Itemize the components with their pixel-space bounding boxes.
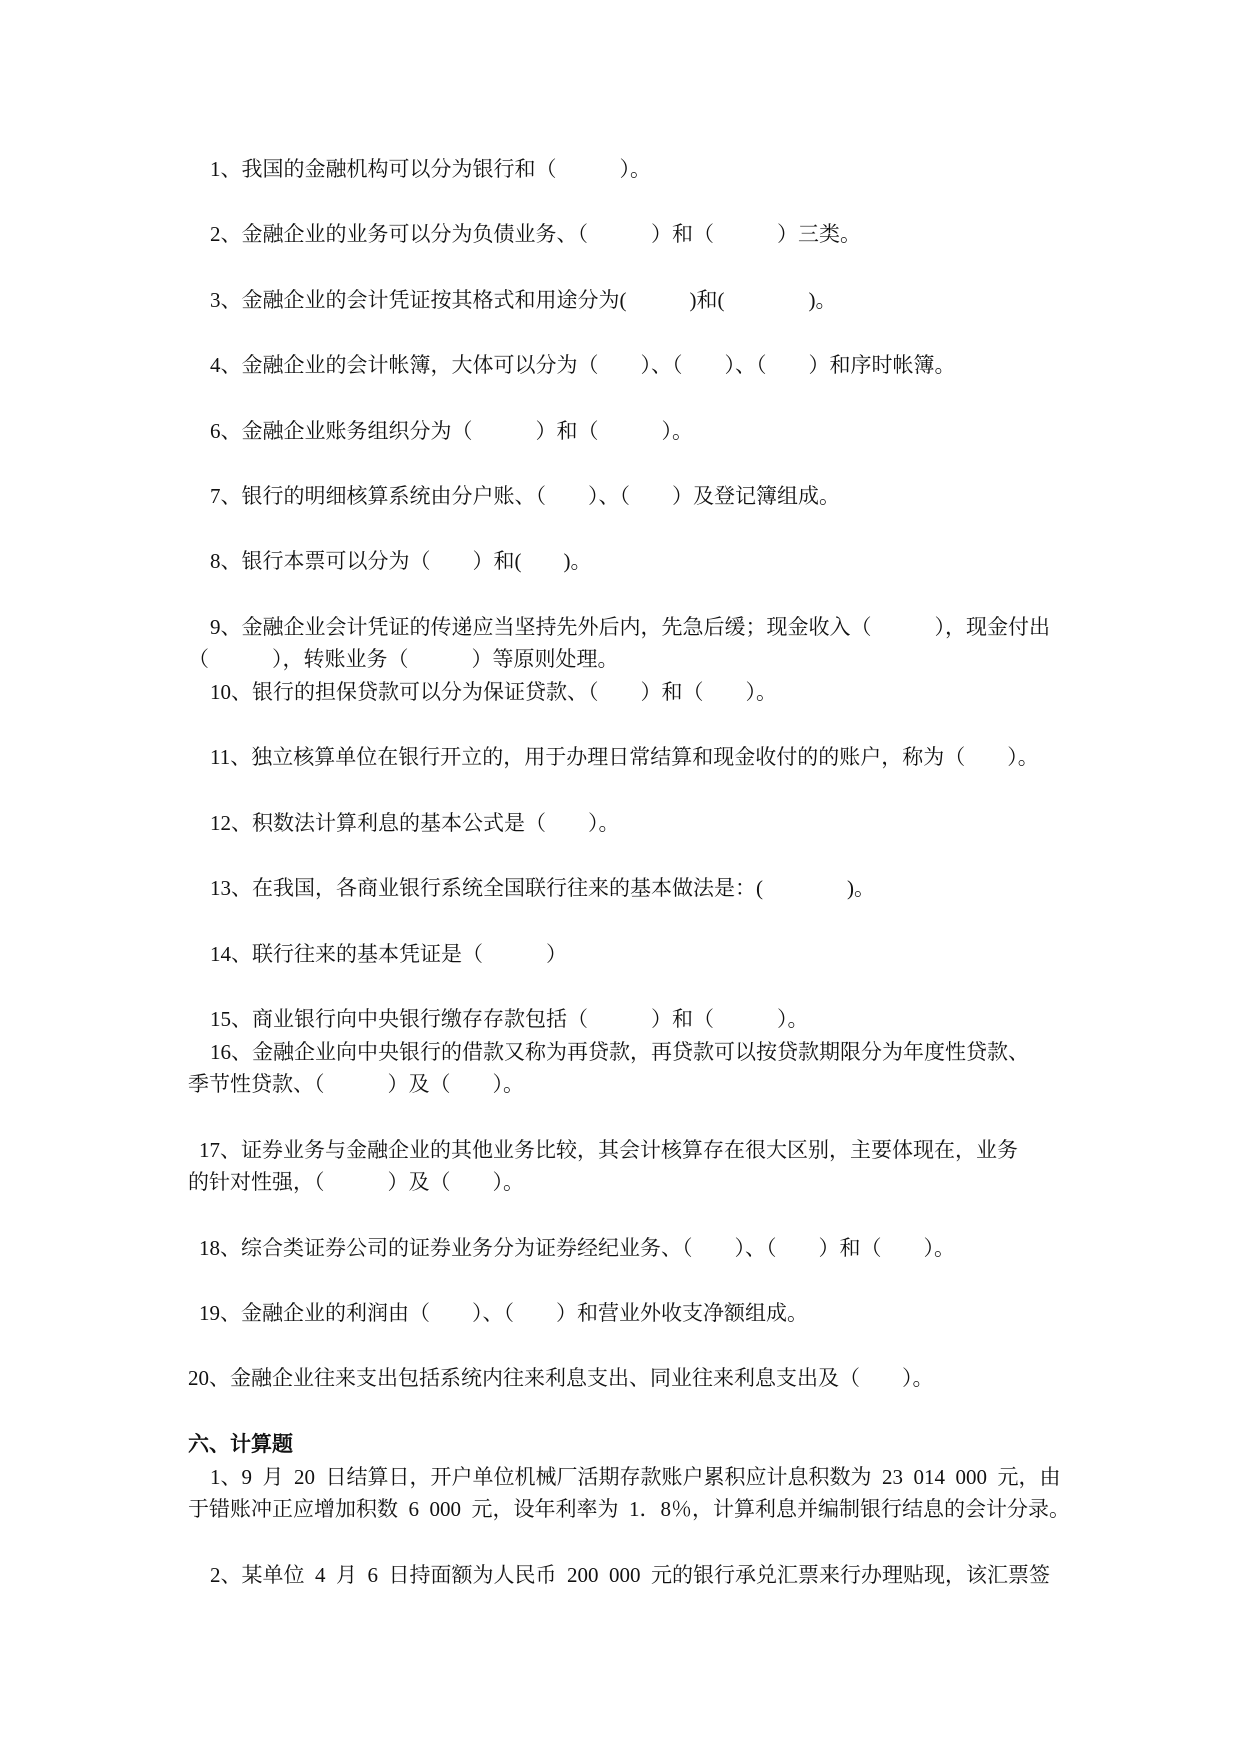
calculation-question-1-line-2: 于错账冲正应增加积数 6 000 元，设年利率为 1．8％，计算利息并编制银行结息的会计分录。: [188, 1497, 1070, 1522]
calculation-section: [0, 1428, 1241, 1591]
fill-in-blank-section: [0, 153, 1241, 1395]
question-14: 14、联行往来的基本凭证是（ ）: [210, 941, 567, 966]
question-4: 4、金融企业的会计帐簿，大体可以分为（ ）、（ ）、（ ）和序时帐簿。: [210, 353, 956, 378]
section-heading: 六、计算题: [188, 1431, 293, 1456]
question-8: 8、银行本票可以分为（ ）和( )。: [210, 549, 592, 574]
question-13: 13、在我国，各商业银行系统全国联行往来的基本做法是：( )。: [210, 876, 875, 901]
question-6: 6、金融企业账务组织分为（ ）和（ ）。: [210, 418, 693, 443]
question-17-line-2: 的针对性强，（ ）及（ ）。: [188, 1170, 524, 1195]
question-1: 1、我国的金融机构可以分为银行和（ ）。: [210, 157, 651, 181]
question-2: 2、金融企业的业务可以分为负债业务、（ ）和（ ）三类。: [210, 222, 861, 247]
question-16-line-2: 季节性贷款、（ ）及（ ）。: [188, 1072, 524, 1097]
calculation-question-1-line-1: 1、9 月 20 日结算日，开户单位机械厂活期存款账户累积应计息积数为 23 014 000 元，由: [210, 1464, 1061, 1489]
question-15: 15、商业银行向中央银行缴存存款包括（ ）和（ ）。: [210, 1006, 809, 1031]
question-7: 7、银行的明细核算系统由分户账、（ ）、（ ）及登记簿组成。: [210, 483, 840, 508]
calculation-question-2-line-1: 2、某单位 4 月 6 日持面额为人民币 200 000 元的银行承兑汇票来行办理贴现，该汇票签: [210, 1562, 1050, 1587]
question-20: 20、金融企业往来支出包括系统内往来利息支出、同业往来利息支出及（ ）。: [188, 1366, 934, 1391]
document-body: [0, 153, 1241, 1591]
question-16-line-1: 16、金融企业向中央银行的借款又称为再贷款，再贷款可以按贷款期限分为年度性贷款、: [210, 1039, 1029, 1064]
question-9-line-1: 9、金融企业会计凭证的传递应当坚持先外后内，先急后缓；现金收入（ ），现金付出: [210, 614, 1050, 639]
question-11: 11、独立核算单位在银行开立的，用于办理日常结算和现金收付的的账户，称为（ ）。: [210, 745, 1039, 770]
question-10: 10、银行的担保贷款可以分为保证贷款、（ ）和（ ）。: [210, 680, 777, 704]
question-9-line-2: （ ），转账业务（ ）等原则处理。: [188, 647, 619, 672]
question-17-line-1: 17、证券业务与金融企业的其他业务比较，其会计核算存在很大区别，主要体现在，业务: [199, 1137, 1018, 1162]
question-3: 3、金融企业的会计凭证按其格式和用途分为( )和( )。: [210, 287, 837, 312]
question-19: 19、金融企业的利润由（ ）、（ ）和营业外收支净额组成。: [199, 1301, 808, 1326]
question-12: 12、积数法计算利息的基本公式是（ ）。: [210, 810, 620, 835]
question-18: 18、综合类证券公司的证券业务分为证券经纪业务、（ ）、（ ）和（ ）。: [199, 1235, 955, 1260]
